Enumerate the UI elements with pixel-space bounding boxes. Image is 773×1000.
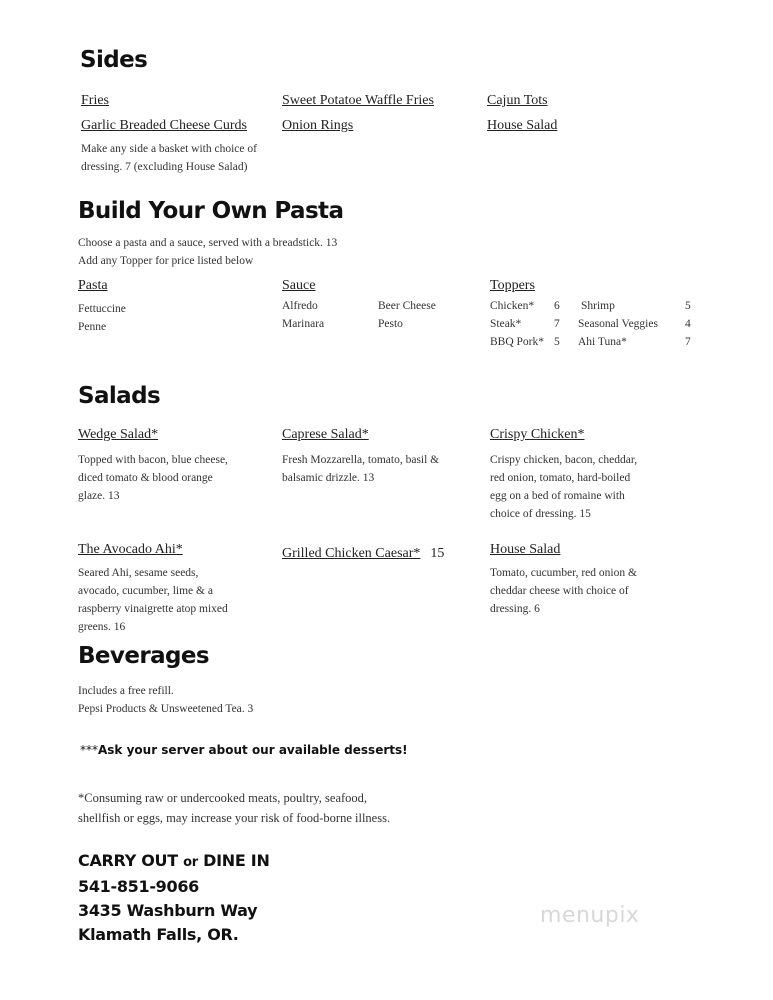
topper-name: Ahi Tuna* [578, 336, 627, 348]
salad-name: Wedge Salad* [78, 427, 159, 442]
service-options [78, 849, 270, 875]
side-item-cheese-curds: Garlic Breaded Cheese Curds [81, 118, 247, 133]
pasta-option: Fettuccine [78, 303, 126, 315]
sides-note [81, 140, 257, 176]
salad-description [282, 451, 439, 487]
salad-desc-line: dressing. 6 [490, 603, 540, 615]
pasta-column-header: Pasta [78, 278, 108, 293]
dessert-note-text: Ask your server about our available desserts! [98, 743, 408, 757]
salad-desc-line: glaze. 13 [78, 490, 120, 502]
or-label: or [183, 855, 198, 870]
side-item-cajun-tots: Cajun Tots [487, 93, 548, 108]
city-state: Klamath Falls, OR. [78, 925, 239, 944]
salad-desc-line: Tomato, cucumber, red onion & [490, 567, 637, 579]
salad-name: The Avocado Ahi* [78, 542, 183, 557]
topper-name: Steak* [490, 318, 522, 330]
sauce-option: Marinara [282, 318, 325, 330]
salad-desc-line: cheddar cheese with choice of [490, 585, 629, 597]
topper-name: Shrimp [581, 300, 615, 312]
beverages-description [78, 682, 253, 718]
beverages-line: Pepsi Products & Unsweetened Tea. 3 [78, 703, 254, 715]
salad-desc-line: Fresh Mozzarella, tomato, basil & [282, 454, 440, 466]
sides-note-line: dressing. 7 (excluding House Salad) [81, 161, 248, 173]
salad-description [78, 564, 228, 636]
sauce-option: Beer Cheese [378, 300, 436, 312]
salad-desc-line: Crispy chicken, bacon, cheddar, [490, 454, 638, 466]
topper-price: 7 [685, 336, 691, 348]
sauce-column-header: Sauce [282, 278, 316, 293]
street-address: 3435 Washburn Way [78, 901, 258, 920]
pasta-desc-line: Add any Topper for price listed below [78, 255, 254, 267]
salad-desc-line: red onion, tomato, hard-boiled [490, 472, 631, 484]
salad-price: 15 [430, 546, 445, 561]
side-item-house-salad: House Salad [487, 118, 558, 133]
salad-desc-line: egg on a bed of romaine with [490, 490, 625, 502]
salad-name: Crispy Chicken* [490, 427, 585, 442]
salad-desc-line: raspberry vinaigrette atop mixed [78, 603, 228, 615]
warning-line: shellfish or eggs, may increase your risk of food-borne illness. [78, 811, 391, 825]
topper-name: Seasonal Veggies [578, 318, 658, 330]
salad-desc-line: balsamic drizzle. 13 [282, 472, 375, 484]
salad-name: Caprese Salad* [282, 427, 369, 442]
toppers-column-header: Toppers [490, 278, 535, 293]
salad-name: Grilled Chicken Caesar* [282, 546, 421, 561]
salad-desc-line: diced tomato & blood orange [78, 472, 213, 484]
topper-price: 7 [554, 318, 560, 330]
warning-line: *Consuming raw or undercooked meats, poultry, seafood, [78, 791, 368, 805]
sides-heading: Sides [80, 47, 148, 73]
pasta-description [78, 234, 337, 270]
dessert-note-stars: *** [80, 743, 98, 757]
topper-name: Chicken* [490, 300, 535, 312]
salad-desc-line: Seared Ahi, sesame seeds, [78, 567, 199, 579]
topper-price: 4 [685, 318, 691, 330]
dessert-note [80, 743, 408, 757]
sauce-option: Pesto [378, 318, 403, 330]
topper-name: BBQ Pork* [490, 336, 544, 348]
salad-description [78, 451, 228, 505]
phone-number: 541-851-9066 [78, 877, 200, 896]
side-item-sweet-potato-fries: Sweet Potatoe Waffle Fries [282, 93, 434, 108]
salad-desc-line: greens. 16 [78, 621, 126, 633]
sauce-option: Alfredo [282, 300, 318, 312]
salad-name: House Salad [490, 542, 561, 557]
salad-desc-line: Topped with bacon, blue cheese, [78, 454, 228, 466]
dine-in-label: DINE IN [197, 851, 270, 870]
pasta-heading: Build Your Own Pasta [78, 198, 344, 224]
food-safety-warning [78, 788, 390, 828]
topper-price: 5 [685, 300, 691, 312]
salads-heading: Salads [78, 383, 161, 409]
salad-caesar [282, 542, 444, 562]
carry-out-label: CARRY OUT [78, 851, 184, 870]
sides-note-line: Make any side a basket with choice of [81, 143, 257, 155]
pasta-option: Penne [78, 321, 107, 333]
topper-price: 5 [554, 336, 560, 348]
side-item-onion-rings: Onion Rings [282, 118, 354, 133]
beverages-line: Includes a free refill. [78, 685, 174, 697]
salad-desc-line: choice of dressing. 15 [490, 508, 591, 520]
salad-desc-line: avocado, cucumber, lime & a [78, 585, 213, 597]
topper-price: 6 [554, 300, 560, 312]
salad-description [490, 564, 637, 618]
menupix-watermark: menupix [540, 903, 640, 928]
side-item-fries: Fries [81, 93, 109, 108]
contact-block [78, 849, 270, 947]
pasta-desc-line: Choose a pasta and a sauce, served with a breadstick. 13 [78, 237, 338, 249]
salad-description [490, 451, 637, 523]
beverages-heading: Beverages [78, 643, 209, 669]
